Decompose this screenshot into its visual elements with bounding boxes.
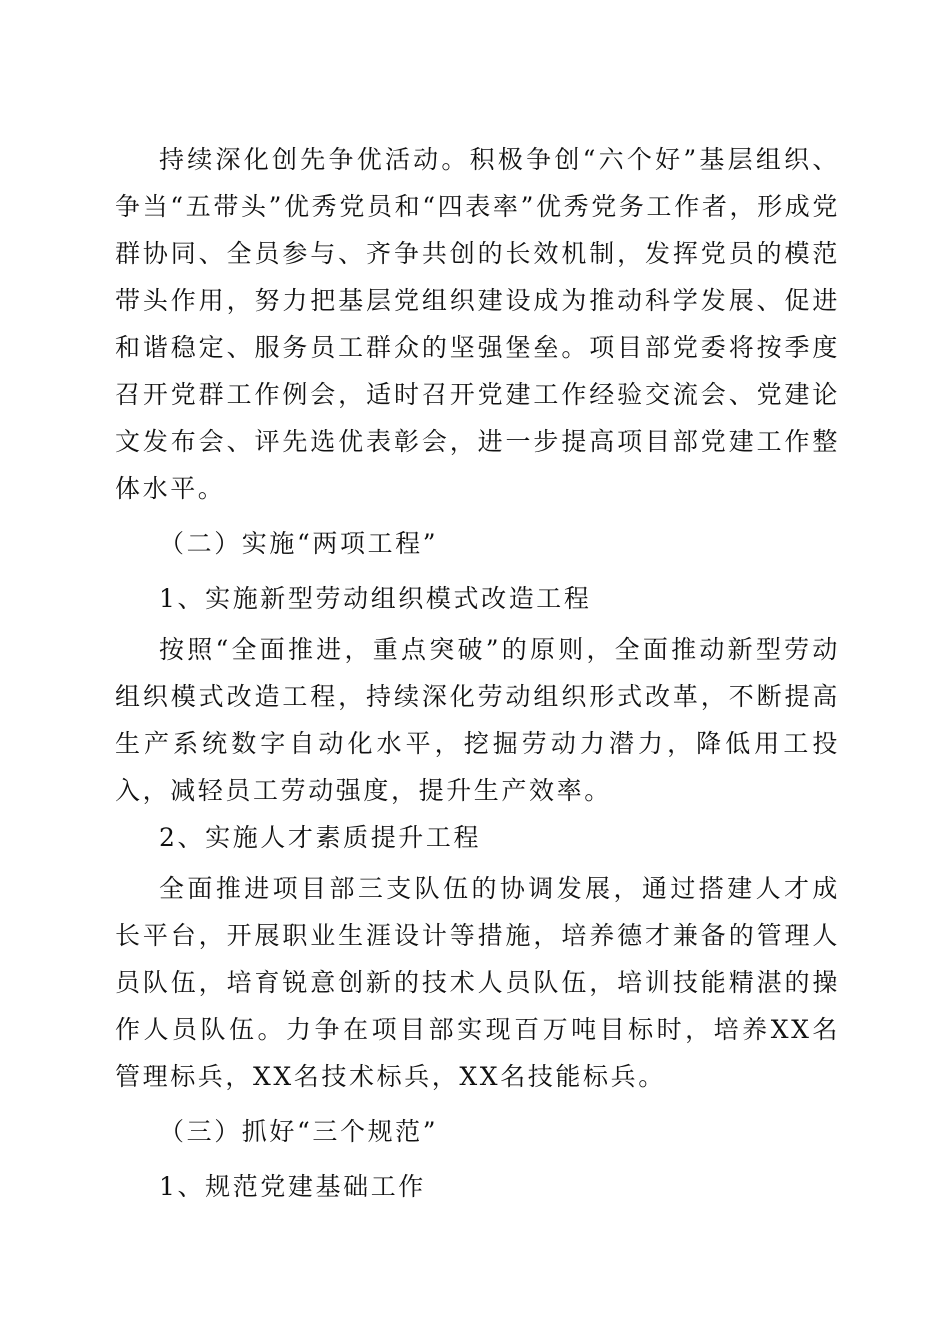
paragraph-talent-quality: 全面推进项目部三支队伍的协调发展，通过搭建人才成长平台，开展职业生涯设计等措施，培养德才兼备的管理人员队伍，培育锐意创新的技术人员队伍，培训技能精湛的操作人员队伍。力争在项目部实现百万吨目标时，培养XX名管理标兵，XX名技术标兵，XX名技能标兵。 [115, 874, 840, 1091]
paragraph-innovation-activity: 持续深化创先争优活动。积极争创“六个好”基层组织、争当“五带头”优秀党员和“四表率”优秀党务工作者，形成党群协同、全员参与、齐争共创的长效机制，发挥党员的模范带头作用，努力把基层党组织建设成为推动科学发展、促进和谐稳定、服务员工群众的坚强堡垒。项目部党委将按季度召开党群工作例会，适时召开党建工作经验交流会、党建论文发布会、评先选优表彰会，进一步提高项目部党建工作整体水平。 [115, 145, 840, 503]
subheading-talent-quality: 2、实施人才素质提升工程 [159, 823, 482, 852]
paragraph-labor-organization: 按照“全面推进，重点突破”的原则，全面推动新型劳动组织模式改造工程，持续深化劳动组织形式改革，不断提高生产系统数字自动化水平，挖掘劳动力潜力，降低用工投入，减轻员工劳动强度，提升生产效率。 [115, 635, 840, 805]
section-heading-three-standards: （三）抓好“三个规范” [159, 1117, 439, 1146]
subheading-party-basic-work: 1、规范党建基础工作 [159, 1172, 426, 1201]
document-body [115, 136, 840, 1214]
section-heading-two-projects: （二）实施“两项工程” [159, 529, 439, 558]
subheading-labor-organization: 1、实施新型劳动组织模式改造工程 [159, 584, 592, 613]
